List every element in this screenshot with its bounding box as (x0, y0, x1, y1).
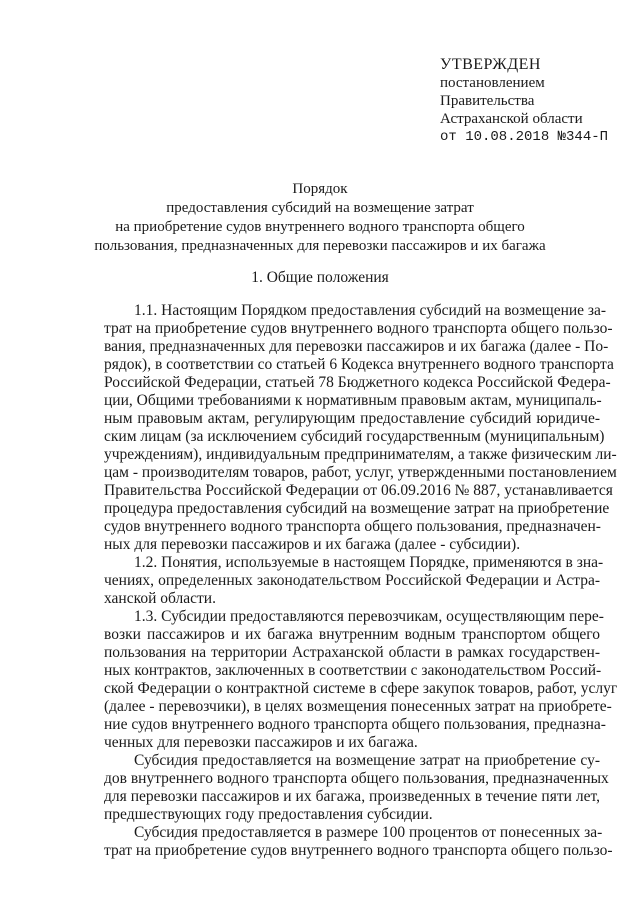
paragraph-line: дов внутреннего водного транспорта общего пользования, предназначенных (104, 770, 609, 787)
paragraph-line: ным правовым актам, регулирующим предоставление субсидий юридиче- (104, 410, 600, 427)
paragraph-line: Субсидия предоставляется на возмещение затрат на приобретение су- (134, 752, 600, 769)
paragraph-line: рядок), в соответствии со статьей 6 Кодекса внутреннего водного транспорта (104, 356, 614, 373)
approval-line-3: Астраханской области (440, 111, 583, 127)
paragraph-line: пользования на территории Астраханской области в рамках государствен- (104, 644, 600, 661)
title-line: на приобретение судов внутреннего водного транспорта общего (115, 219, 525, 235)
paragraph (104, 554, 604, 608)
title-word: Порядок (292, 181, 348, 197)
paragraph-line: трат на приобретение судов внутреннего водного транспорта общего пользо- (104, 842, 613, 859)
title-line: предоставления субсидий на возмещение затрат (166, 200, 474, 216)
paragraph-line: Российской Федерации, статьей 78 Бюджетного кодекса Российской Федера- (104, 374, 611, 391)
paragraph-line: ченных для перевозки пассажиров и их багажа. (104, 734, 418, 751)
paragraph-line: процедура предоставления субсидий на возмещение затрат на приобретение (104, 500, 610, 517)
section-heading: 1. Общие положения (251, 269, 389, 286)
approval-line-1: постановлением (440, 75, 545, 91)
approval-stamp (440, 56, 608, 146)
paragraph-line: предшествующих году предоставления субсидии. (104, 806, 433, 823)
paragraph-line: 1.3. Субсидии предоставляются перевозчикам, осуществляющим пере- (134, 608, 604, 625)
approval-line-2: Правительства (440, 93, 535, 109)
paragraph-line: ской Федерации о контрактной системе в сфере закупок товаров, работ, услуг (104, 680, 618, 697)
paragraph-line: 1.2. Понятия, используемые в настоящем Порядке, применяются в зна- (134, 554, 604, 571)
paragraph-line: ние судов внутреннего водного транспорта общего пользования, предназна- (104, 716, 606, 733)
paragraph (104, 608, 618, 752)
paragraph-line: ханской области. (104, 590, 216, 607)
approval-heading: УТВЕРЖДЕН (440, 56, 541, 73)
paragraph (104, 824, 613, 860)
paragraph-line: возки пассажиров и их багажа внутренним водным транспортом общего (104, 626, 600, 643)
paragraph-line: судов внутреннего водного транспорта общего пользования, предназначен- (104, 518, 601, 535)
paragraph-line: для перевозки пассажиров и их багажа, произведенных в течение пяти лет, (104, 788, 600, 805)
paragraph-line: Правительства Российской Федерации от 06.09.2016 № 887, устанавливается (104, 482, 613, 499)
paragraph-line: (далее - перевозчики), в целях возмещения понесенных затрат на приобрете- (104, 698, 612, 715)
paragraph-line: ных для перевозки пассажиров и их багажа (далее - субсидии). (104, 536, 521, 553)
paragraph-line: цам - производителям товаров, работ, услуг, утвержденными постановлением (104, 464, 617, 481)
paragraph-line: трат на приобретение судов внутреннего водного транспорта общего пользо- (104, 320, 613, 337)
title-line: пользования, предназначенных для перевозки пассажиров и их багажа (94, 238, 546, 254)
document-body (104, 302, 618, 860)
paragraph-line: ским лицам (за исключением субсидий государственным (муниципальным) (104, 428, 605, 445)
paragraph-line: ции, Общими требованиями к нормативным правовым актам, муниципаль- (104, 392, 602, 409)
paragraph (104, 302, 617, 554)
paragraph-line: 1.1. Настоящим Порядком предоставления субсидий на возмещение за- (134, 302, 607, 319)
paragraph-line: Субсидия предоставляется в размере 100 процентов от понесенных за- (134, 824, 603, 841)
approval-date-line: от 10.08.2018 №344-П (440, 129, 609, 145)
paragraph (104, 752, 609, 824)
paragraph-line: чениях, определенных законодательством Российской Федерации и Астра- (104, 572, 600, 589)
document-title (0, 180, 640, 256)
paragraph-line: ных контрактов, заключенных в соответствии с законодательством Россий- (104, 662, 602, 679)
paragraph-line: учреждениям), индивидуальным предпринимателям, а также физическим ли- (104, 446, 617, 463)
paragraph-line: вания, предназначенных для перевозки пассажиров и их багажа (далее - По- (104, 338, 609, 355)
